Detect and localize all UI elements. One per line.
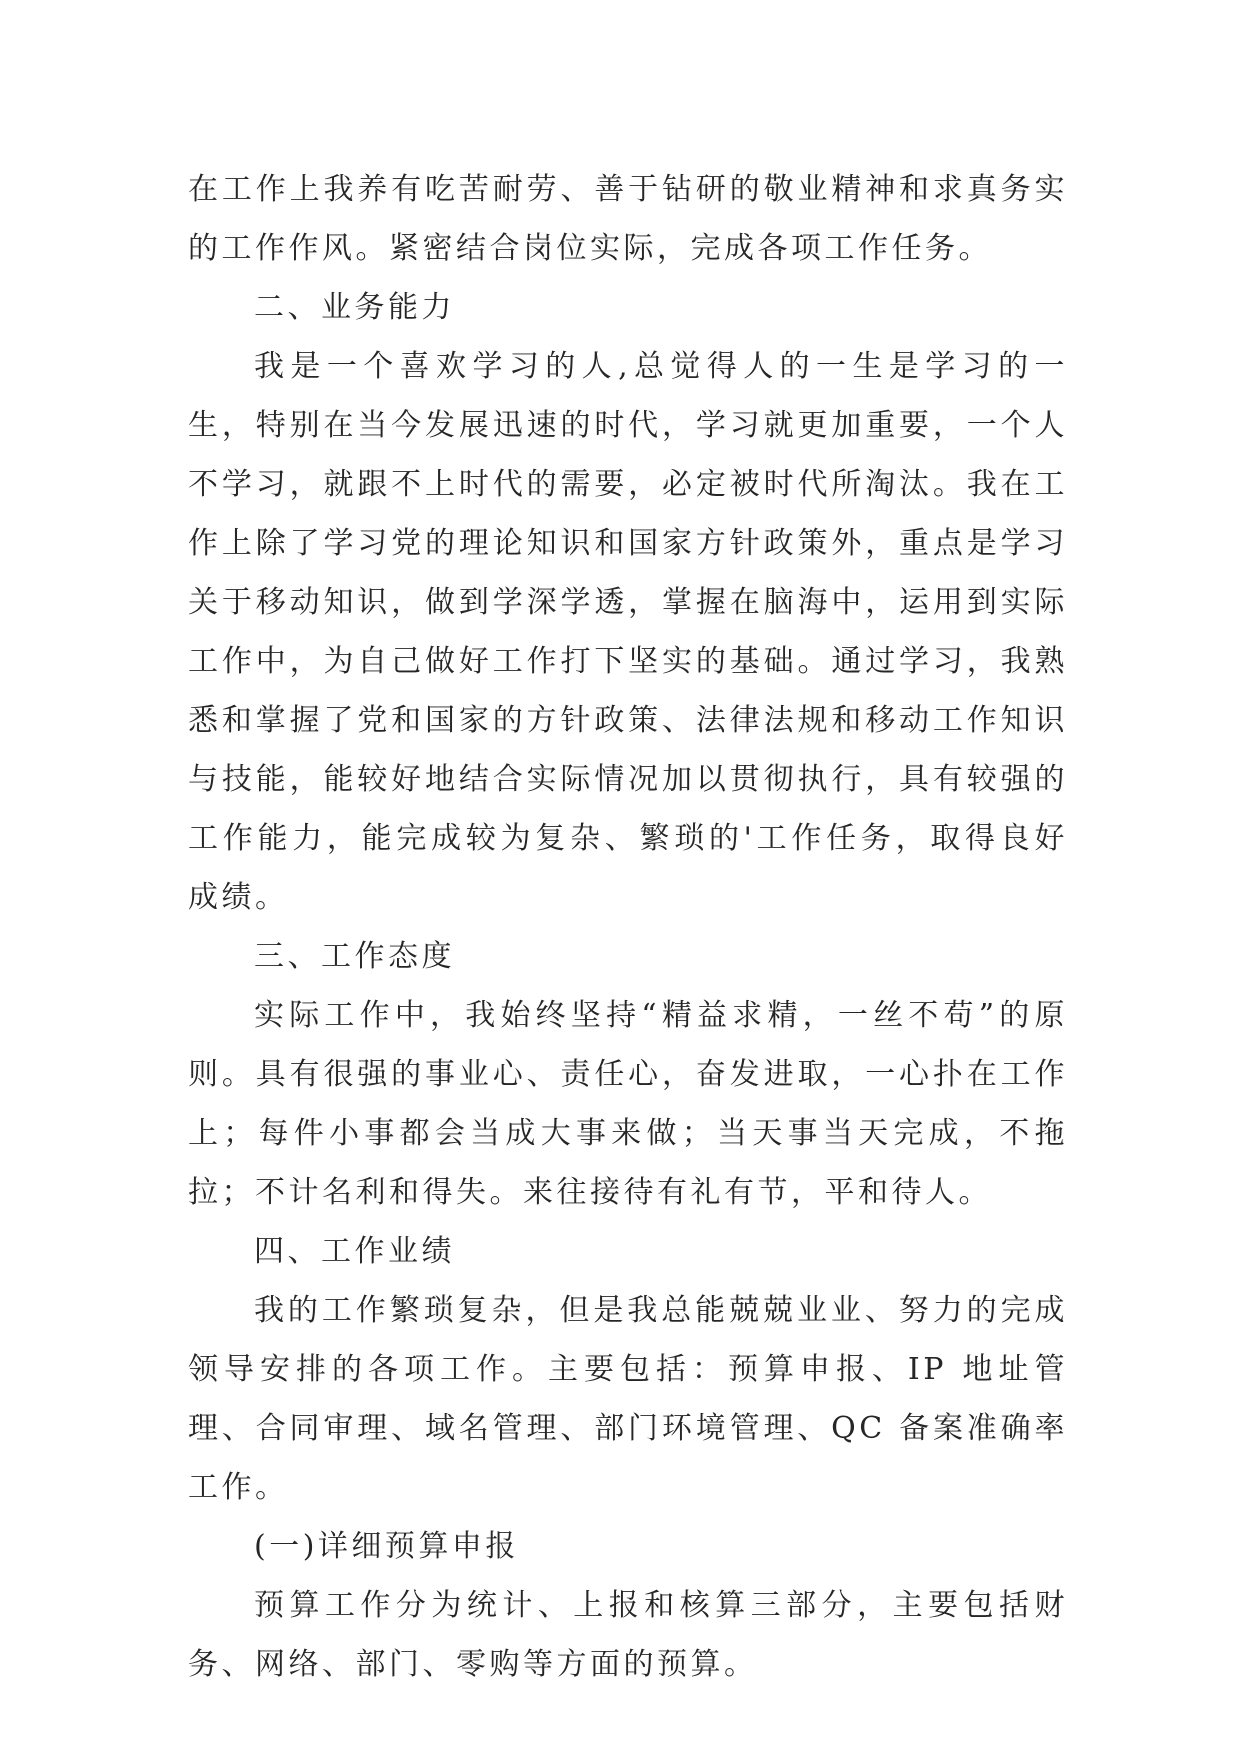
paragraph-budget: 预算工作分为统计、上报和核算三部分，主要包括财务、网络、部门、零购等方面的预算。 xyxy=(188,1588,1068,1682)
paragraph-work-performance: 我的工作繁琐复杂，但是我总能兢兢业业、努力的完成领导安排的各项工作。主要包括：预算申报、IP 地址管理、合同审理、域名管理、部门环境管理、QC 备案准确率工作。 xyxy=(188,1293,1068,1505)
section-heading-work-attitude: 三、工作态度 xyxy=(254,939,455,974)
paragraph-work-attitude: 实际工作中，我始终坚持“精益求精，一丝不苟”的原则。具有很强的事业心、责任心，奋发进取，一心扑在工作上；每件小事都会当成大事来做；当天事当天完成，不拖拉；不计名利和得失。来往接待有礼有节，平和待人。 xyxy=(188,998,1068,1210)
paragraph-business-ability: 我是一个喜欢学习的人,总觉得人的一生是学习的一生，特别在当今发展迅速的时代，学习就更加重要，一个人不学习，就跟不上时代的需要，必定被时代所淘汰。我在工作上除了学习党的理论知识和国家方针政策外，重点是学习关于移动知识，做到学深学透，掌握在脑海中，运用到实际工作中，为自己做好工作打下坚实的基础。通过学习，我熟悉和掌握了党和国家的方针政策、法律法规和移动工作知识与技能，能较好地结合实际情况加以贯彻执行，具有较强的工作能力，能完成较为复杂、繁琐的'工作任务，取得良好成绩。 xyxy=(188,349,1068,915)
subsection-heading-budget: (一)详细预算申报 xyxy=(254,1529,519,1564)
section-heading-work-performance: 四、工作业绩 xyxy=(254,1234,455,1269)
section-heading-business-ability: 二、业务能力 xyxy=(254,290,455,325)
document-body xyxy=(188,160,1068,1694)
paragraph-work-style: 在工作上我养有吃苦耐劳、善于钻研的敬业精神和求真务实的工作作风。紧密结合岗位实际，完成各项工作任务。 xyxy=(188,172,1068,266)
